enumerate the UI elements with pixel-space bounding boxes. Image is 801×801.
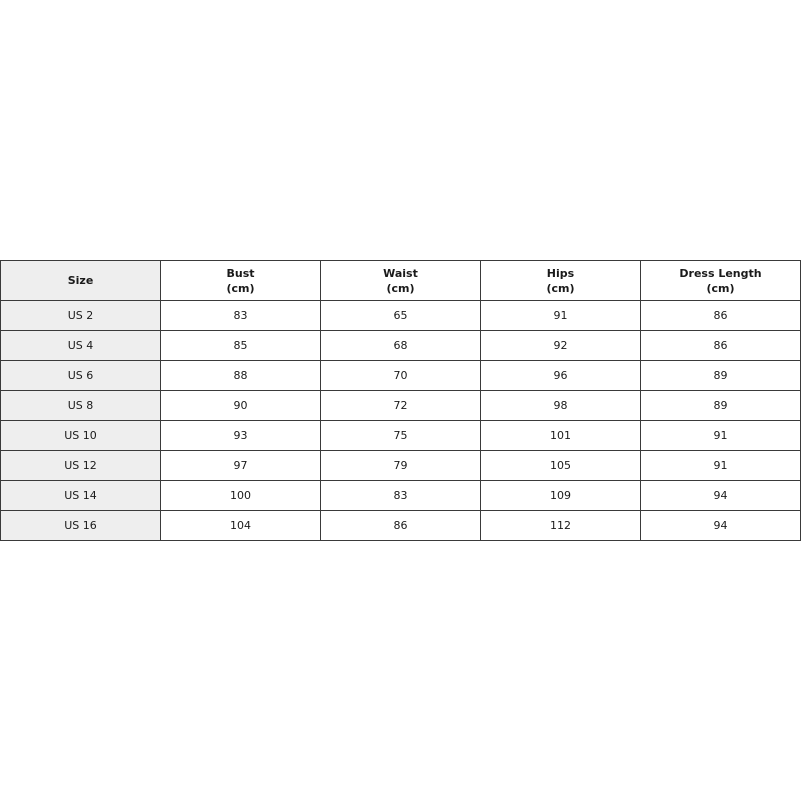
size-cell: US 4 xyxy=(1,331,161,361)
header-unit: (cm) xyxy=(226,281,255,295)
bust-cell: 104 xyxy=(161,511,321,541)
table-row xyxy=(1,511,801,541)
bust-cell: 93 xyxy=(161,421,321,451)
header-unit: (cm) xyxy=(706,281,735,295)
hips-cell: 92 xyxy=(481,331,641,361)
size-cell: US 14 xyxy=(1,481,161,511)
bust-cell: 97 xyxy=(161,451,321,481)
size-cell: US 16 xyxy=(1,511,161,541)
dress-length-cell: 89 xyxy=(641,391,801,421)
hips-cell: 112 xyxy=(481,511,641,541)
waist-cell: 86 xyxy=(321,511,481,541)
header-bust xyxy=(161,261,321,301)
table-row xyxy=(1,331,801,361)
table-row xyxy=(1,451,801,481)
dress-length-cell: 94 xyxy=(641,511,801,541)
header-size xyxy=(1,261,161,301)
bust-cell: 90 xyxy=(161,391,321,421)
hips-cell: 101 xyxy=(481,421,641,451)
table-row xyxy=(1,481,801,511)
dress-length-cell: 89 xyxy=(641,361,801,391)
table-row xyxy=(1,391,801,421)
table-row xyxy=(1,421,801,451)
header-waist xyxy=(321,261,481,301)
bust-cell: 85 xyxy=(161,331,321,361)
hips-cell: 109 xyxy=(481,481,641,511)
hips-cell: 96 xyxy=(481,361,641,391)
dress-length-cell: 91 xyxy=(641,421,801,451)
table-row xyxy=(1,301,801,331)
header-unit: (cm) xyxy=(386,281,415,295)
bust-cell: 83 xyxy=(161,301,321,331)
header-row xyxy=(1,261,801,301)
hips-cell: 105 xyxy=(481,451,641,481)
hips-cell: 91 xyxy=(481,301,641,331)
header-label: Hips xyxy=(546,266,575,280)
header-dress-length xyxy=(641,261,801,301)
bust-cell: 88 xyxy=(161,361,321,391)
size-cell: US 6 xyxy=(1,361,161,391)
size-cell: US 2 xyxy=(1,301,161,331)
header-label: Bust xyxy=(226,266,255,280)
header-hips xyxy=(481,261,641,301)
waist-cell: 68 xyxy=(321,331,481,361)
size-cell: US 10 xyxy=(1,421,161,451)
hips-cell: 98 xyxy=(481,391,641,421)
dress-length-cell: 86 xyxy=(641,331,801,361)
dress-length-cell: 91 xyxy=(641,451,801,481)
table-row xyxy=(1,361,801,391)
waist-cell: 72 xyxy=(321,391,481,421)
header-label: Size xyxy=(67,274,94,287)
header-label: Dress Length xyxy=(679,266,762,280)
size-cell: US 12 xyxy=(1,451,161,481)
waist-cell: 75 xyxy=(321,421,481,451)
dress-length-cell: 86 xyxy=(641,301,801,331)
waist-cell: 83 xyxy=(321,481,481,511)
waist-cell: 79 xyxy=(321,451,481,481)
waist-cell: 65 xyxy=(321,301,481,331)
size-chart-table xyxy=(0,260,801,541)
bust-cell: 100 xyxy=(161,481,321,511)
dress-length-cell: 94 xyxy=(641,481,801,511)
size-cell: US 8 xyxy=(1,391,161,421)
header-label: Waist xyxy=(383,266,418,280)
waist-cell: 70 xyxy=(321,361,481,391)
header-unit: (cm) xyxy=(546,281,575,295)
